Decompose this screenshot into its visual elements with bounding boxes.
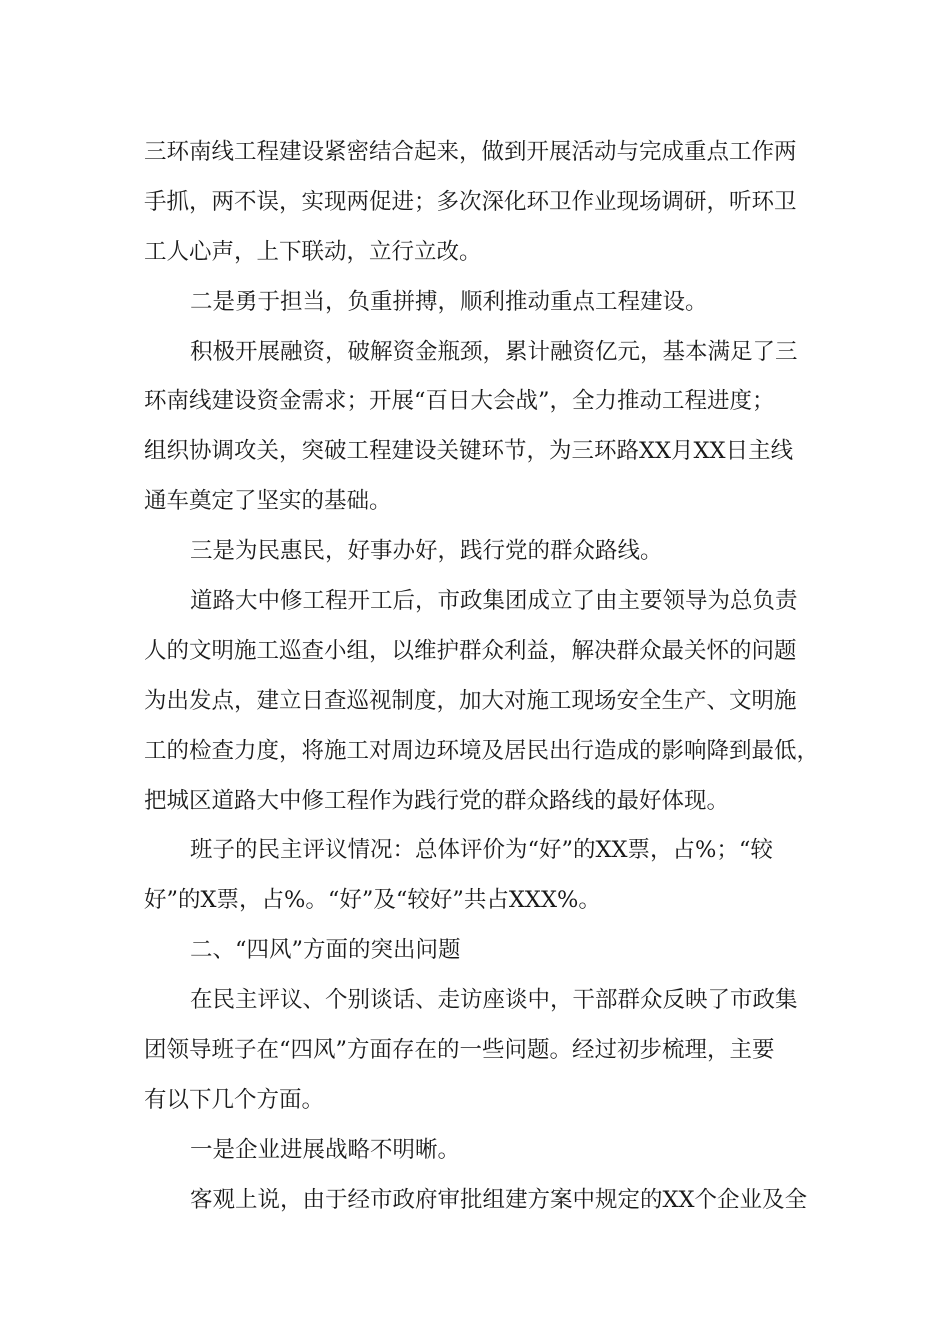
text-line: 团领导班子在“四风”方面存在的一些问题。经过初步梳理，主要 <box>144 1037 775 1064</box>
text-line: 把城区道路大中修工程作为践行党的群众路线的最好体现。 <box>144 787 730 814</box>
text-line: 组织协调攻关，突破工程建设关键环节，为三环路XX月XX日主线 <box>144 438 794 465</box>
text-line: 工人心声，上下联动，立行立改。 <box>144 238 482 265</box>
text-line: 在民主评议、个别谈话、走访座谈中，干部群众反映了市政集 <box>190 987 798 1014</box>
text-line: 手抓，两不误，实现两促进；多次深化环卫作业现场调研，听环卫 <box>144 188 797 215</box>
text-line: 工的检查力度，将施工对周边环境及居民出行造成的影响降到最低， <box>144 737 820 764</box>
text-line: 班子的民主评议情况：总体评价为“好”的XX票，占%；“较 <box>190 837 773 864</box>
text-line: 客观上说，由于经市政府审批组建方案中规定的XX个企业及全 <box>190 1186 808 1213</box>
text-line: 积极开展融资，破解资金瓶颈，累计融资亿元，基本满足了三 <box>190 338 798 365</box>
text-line: 人的文明施工巡查小组，以维护群众利益，解决群众最关怀的问题 <box>144 637 797 664</box>
section-heading: 二是勇于担当，负重拼搏，顺利推动重点工程建设。 <box>190 288 708 315</box>
text-line: 三环南线工程建设紧密结合起来，做到开展活动与完成重点工作两 <box>144 139 797 165</box>
section-heading: 二、“四风”方面的突出问题 <box>190 937 461 964</box>
section-heading: 一是企业进展战略不明晰。 <box>190 1136 461 1163</box>
text-line: 为出发点，建立日查巡视制度，加大对施工现场安全生产、文明施 <box>144 687 797 714</box>
text-line: 道路大中修工程开工后，市政集团成立了由主要领导为总负责 <box>190 588 798 615</box>
text-line: 环南线建设资金需求；开展“百日大会战”，全力推动工程进度； <box>144 388 775 415</box>
section-heading: 三是为民惠民，好事办好，践行党的群众路线。 <box>190 538 663 565</box>
text-line: 好”的X票，占%。“好”及“较好”共占XXX%。 <box>144 887 601 914</box>
text-line: 通车奠定了坚实的基础。 <box>144 488 392 515</box>
document-body <box>144 128 820 1226</box>
text-line: 有以下几个方面。 <box>144 1086 325 1113</box>
